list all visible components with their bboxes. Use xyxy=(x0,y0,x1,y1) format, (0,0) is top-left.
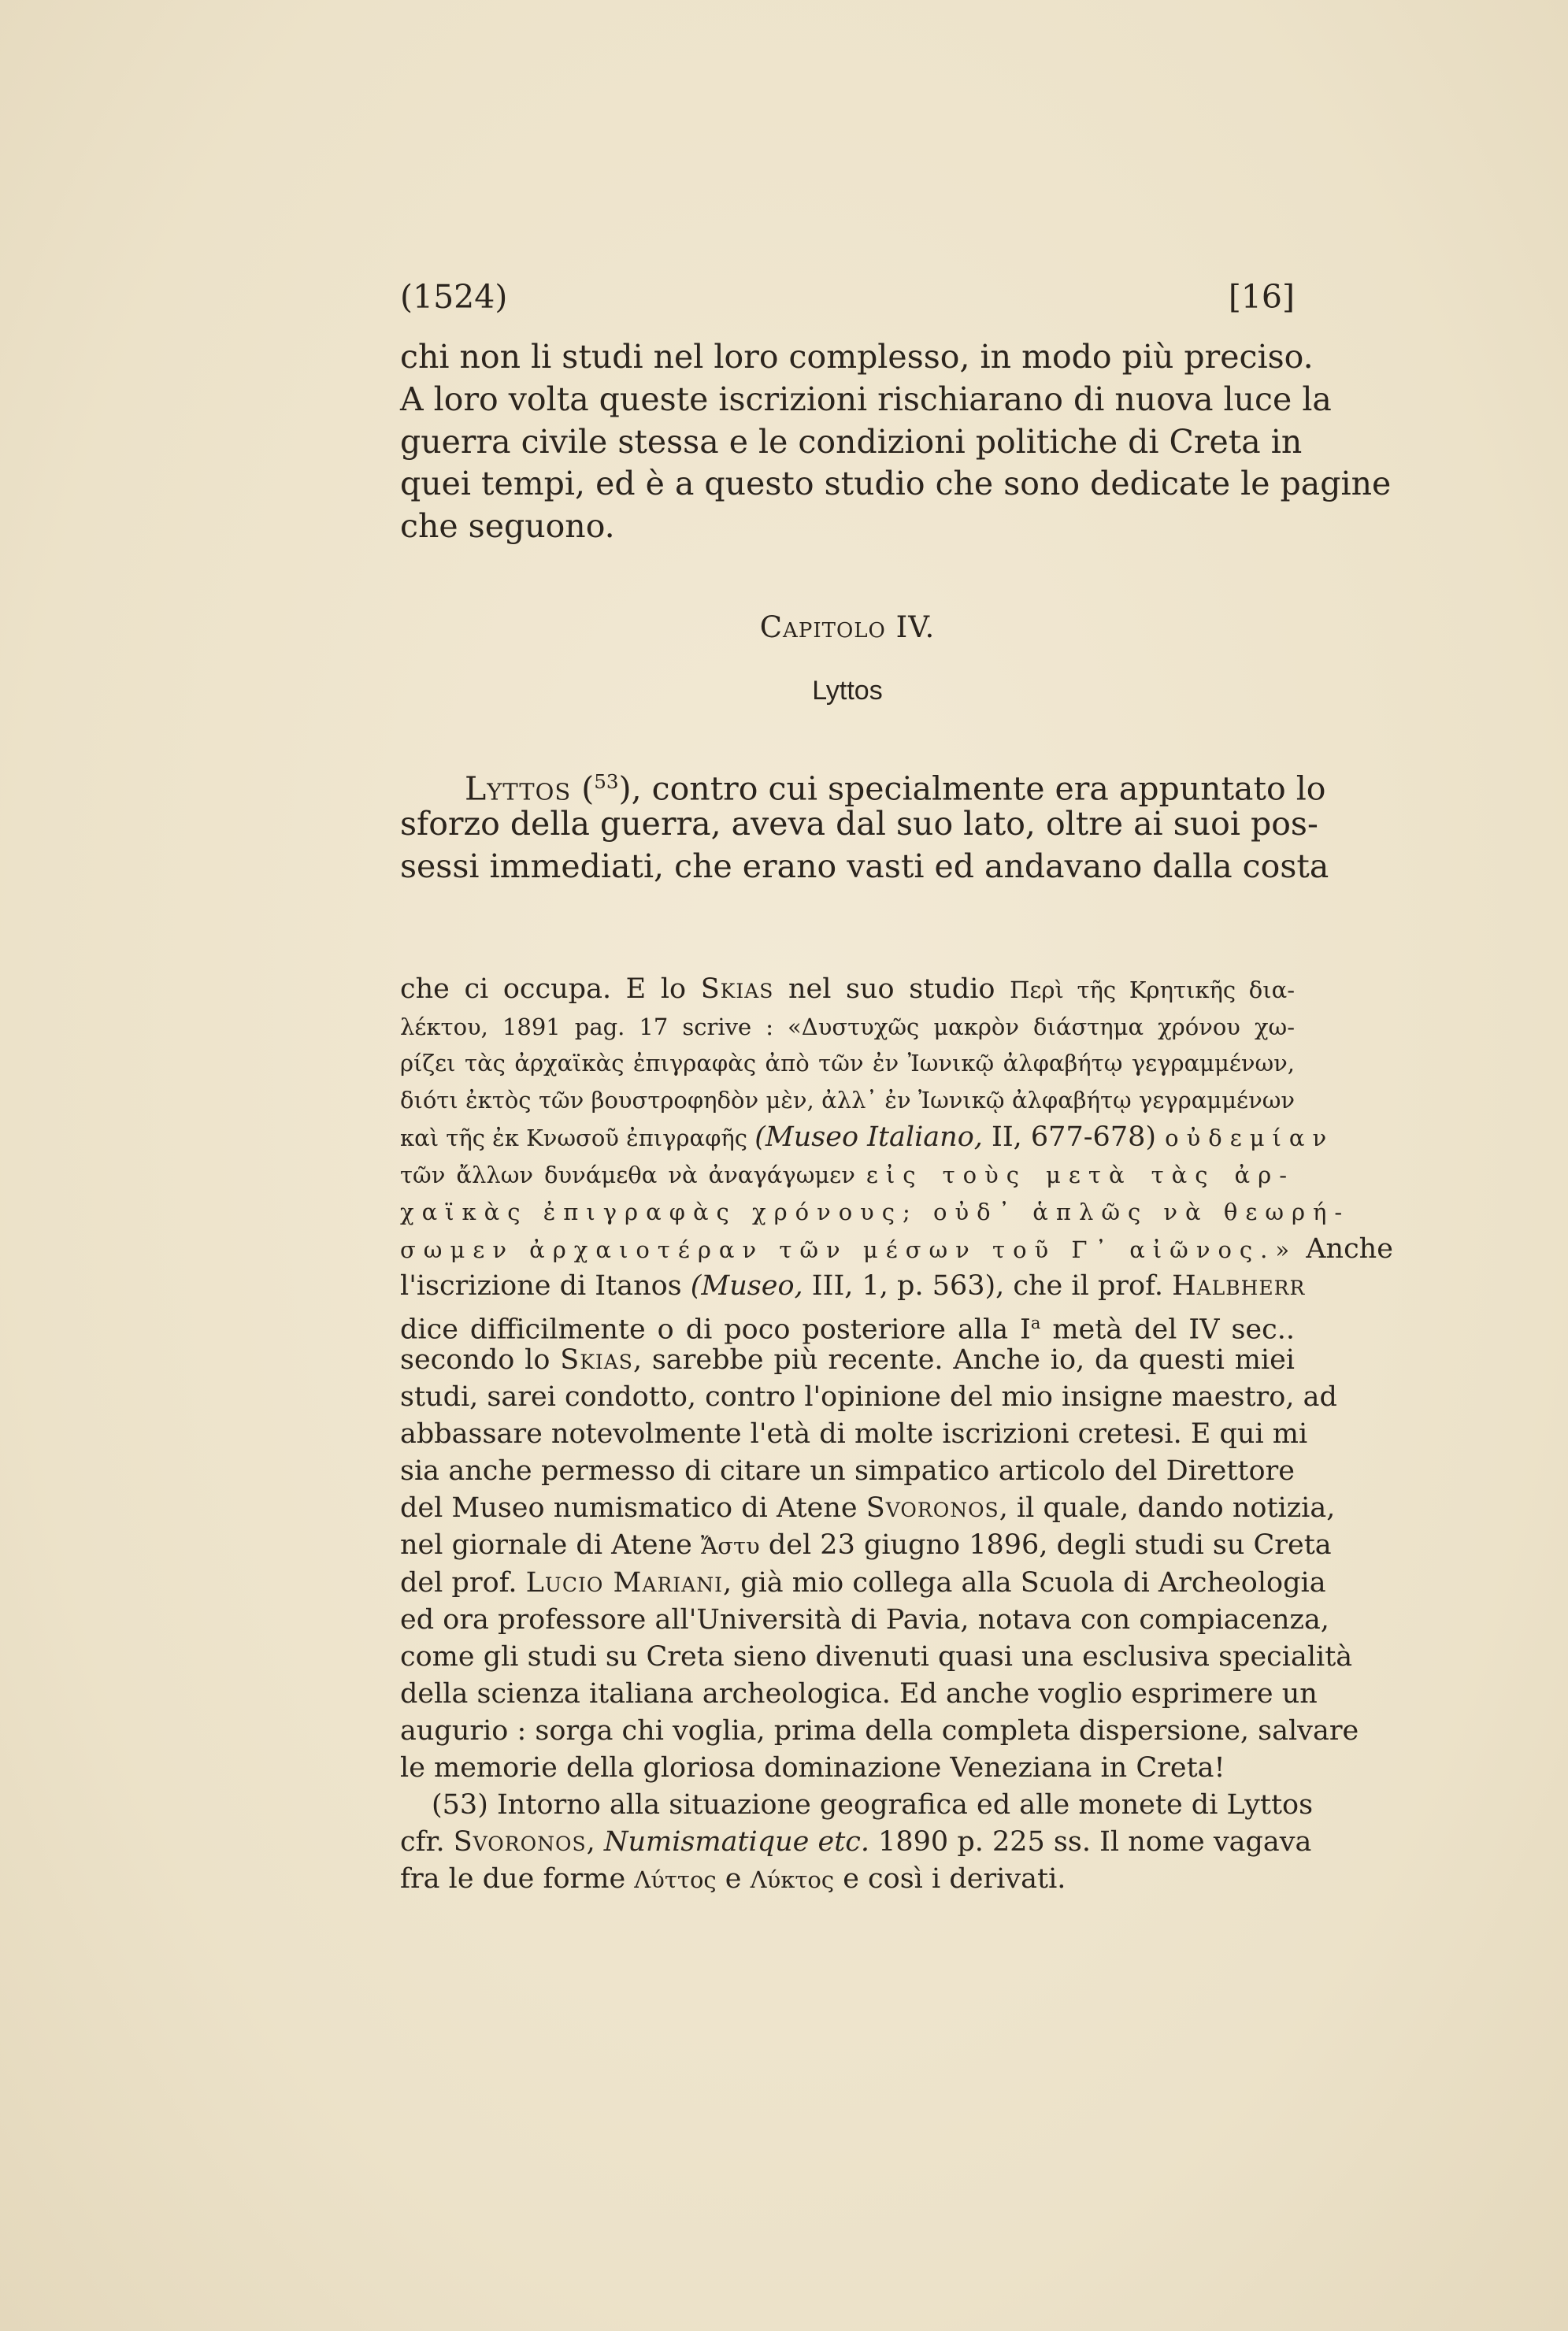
footnote-line xyxy=(400,1824,1312,1861)
footnote-line: χαϊκὰς ἐπιγραφὰς χρόνους; οὐδ᾽ ἁπλῶς νὰ θεωρή- xyxy=(400,1198,1351,1225)
text-span: del 23 giugno 1896, degli studi su Creta xyxy=(759,1529,1332,1562)
text-span: λέκτου, 1891 pag. 17 scrive : xyxy=(400,1014,788,1041)
text-line: guerra civile stessa e le condizioni politiche di Creta in xyxy=(400,422,1303,461)
footnote-line xyxy=(400,1861,1295,1898)
footnote-line: διότι ἐκτὸς τῶν βουστροφηδὸν μὲν, ἀλλ᾽ ἐν Ἰωνικῷ ἀλφαβήτῳ γεγραμμένων xyxy=(400,1087,1295,1114)
greek-text: «Δυστυχῶς μακρὸν διάστημα χρόνου χω- xyxy=(788,1014,1295,1041)
greek-text: Περὶ τῆς Κρητικῆς δια- xyxy=(1010,976,1296,1003)
footnote-block xyxy=(400,971,1393,1898)
text-span: Anche xyxy=(1297,1232,1393,1265)
footnote-line: sia anche permesso di citare un simpatico articolo del Direttore xyxy=(400,1455,1295,1488)
citation-title: (Museo, xyxy=(690,1269,803,1302)
text-span: , xyxy=(586,1826,604,1858)
text-line xyxy=(400,761,1326,808)
text-span: l'iscrizione di Itanos xyxy=(400,1269,691,1302)
footnote-line: abbassare notevolmente l'età di molte iscrizioni cretesi. E qui mi xyxy=(400,1418,1308,1451)
footnote-line xyxy=(400,1565,1326,1602)
text-span: e così i derivati. xyxy=(834,1863,1066,1896)
footnote-line xyxy=(400,971,1295,1008)
text-span: nel suo studio xyxy=(773,973,1010,1005)
greek-spaced: εἰς τοὺς μετὰ τὰς ἀρ- xyxy=(866,1162,1295,1189)
text-span: del prof. xyxy=(400,1566,526,1599)
paragraph-lyttos xyxy=(400,761,1329,888)
author-name: Svoronos xyxy=(866,1492,999,1525)
greek-text: καὶ τῆς ἐκ Κνωσοῦ ἐπιγραφῆς xyxy=(400,1125,755,1152)
text-span: , già mio collega alla Scuola di Archeologia xyxy=(722,1566,1326,1599)
greek-text: Λύττος xyxy=(634,1866,717,1894)
text-span: 1890 p. 225 ss. Il nome vagava xyxy=(869,1826,1312,1858)
text-span: dice difficilmente o di poco posteriore alla I xyxy=(400,1314,1031,1346)
text-line: sforzo della guerra, aveva dal suo lato, oltre ai suoi pos- xyxy=(400,804,1318,843)
footnote-ref: 53 xyxy=(594,770,619,793)
page-number-right: [16] xyxy=(1228,278,1295,316)
lead-word: Lyttos xyxy=(465,769,572,808)
text-span: metà del IV sec.. xyxy=(1040,1314,1295,1346)
citation-title: Numismatique etc. xyxy=(603,1826,869,1858)
footnote-line xyxy=(400,1527,1332,1564)
greek-text: τῶν ἄλλων δυνάμεθα νὰ ἀναγάγωμεν xyxy=(400,1162,866,1189)
greek-text: Ἄστυ xyxy=(700,1532,760,1560)
text-line: sessi immediati, che erano vasti ed andavano dalla costa xyxy=(400,847,1329,885)
text-span: fra le due forme xyxy=(400,1863,635,1896)
footnote-line: le memorie della gloriosa dominazione Veneziana in Creta! xyxy=(400,1751,1225,1784)
greek-text: Λύκτος xyxy=(750,1866,835,1894)
text-span: II, 677-678) xyxy=(982,1121,1166,1154)
footnote-line: studi, sarei condotto, contro l'opinione del mio insigne maestro, ad xyxy=(400,1381,1337,1414)
paragraph-intro xyxy=(400,336,1392,548)
paren-open: ( xyxy=(571,769,595,808)
text-span: che ci occupa. E lo xyxy=(400,973,701,1005)
chapter-heading: Capitolo IV. xyxy=(759,610,936,644)
footnote-line: augurio : sorga chi voglia, prima della completa dispersione, salvare xyxy=(400,1714,1359,1747)
author-name: Skias xyxy=(700,973,774,1005)
greek-spaced: οὐδεμίαν xyxy=(1165,1125,1335,1152)
footnote-line: (53) Intorno alla situazione geografica ed alle monete di Lyttos xyxy=(432,1789,1314,1821)
author-name: Lucio Mariani xyxy=(525,1566,723,1599)
text-span: III, 1, p. 563), che il prof. xyxy=(803,1269,1173,1302)
greek-spaced: σωμεν ἀρχαιοτέραν τῶν μέσων τοῦ Γ᾽ αἰῶνος.» xyxy=(400,1236,1298,1263)
text-span: del Museo numismatico di Atene xyxy=(400,1492,866,1525)
author-name: Halbherr xyxy=(1172,1269,1306,1302)
page-number-left: (1524) xyxy=(400,278,508,316)
text-line: che seguono. xyxy=(400,507,615,546)
footnote-line xyxy=(400,1268,1306,1305)
page-header xyxy=(400,278,1295,333)
text-span: e xyxy=(716,1863,751,1896)
superscript: a xyxy=(1030,1313,1041,1332)
author-name: Svoronos xyxy=(453,1826,587,1858)
footnote-line xyxy=(400,1119,1335,1156)
text-span: , sarebbe più recente. Anche io, da questi miei xyxy=(632,1343,1295,1376)
author-name: Skias xyxy=(560,1343,633,1376)
text-span: cfr. xyxy=(400,1826,454,1858)
footnote-line xyxy=(400,1008,1295,1045)
text-line: quei tempi, ed è a questo studio che sono dedicate le pagine xyxy=(400,465,1392,503)
text-line: A loro volta queste iscrizioni rischiarano di nuova luce la xyxy=(400,380,1332,418)
text-span: , il quale, dando notizia, xyxy=(999,1492,1336,1525)
section-heading: Lyttos xyxy=(812,676,883,706)
footnote-line: ed ora professore all'Università di Pavia, notava con compiacenza, xyxy=(400,1603,1329,1636)
line-rest: ), contro cui specialmente era appuntato lo xyxy=(618,769,1326,808)
text-line: chi non li studi nel loro complesso, in modo più preciso. xyxy=(400,338,1314,376)
footnote-line: ρίζει τὰς ἀρχαϊκὰς ἐπιγραφὰς ἀπὸ τῶν ἐν Ἰωνικῷ ἀλφαβήτῳ γεγραμμένων, xyxy=(400,1050,1295,1077)
footnote-line: della scienza italiana archeologica. Ed anche voglio esprimere un xyxy=(400,1677,1318,1710)
footnote-line xyxy=(400,1490,1336,1527)
footnote-line xyxy=(400,1305,1295,1346)
text-span: secondo lo xyxy=(400,1343,561,1376)
footnote-line xyxy=(400,1156,1295,1193)
footnote-line xyxy=(400,1231,1393,1268)
footnote-line xyxy=(400,1342,1295,1379)
footnote-line: come gli studi su Creta sieno divenuti quasi una esclusiva specialità xyxy=(400,1640,1353,1673)
text-span: nel giornale di Atene xyxy=(400,1529,701,1562)
citation-title: (Museo Italiano, xyxy=(754,1121,983,1154)
